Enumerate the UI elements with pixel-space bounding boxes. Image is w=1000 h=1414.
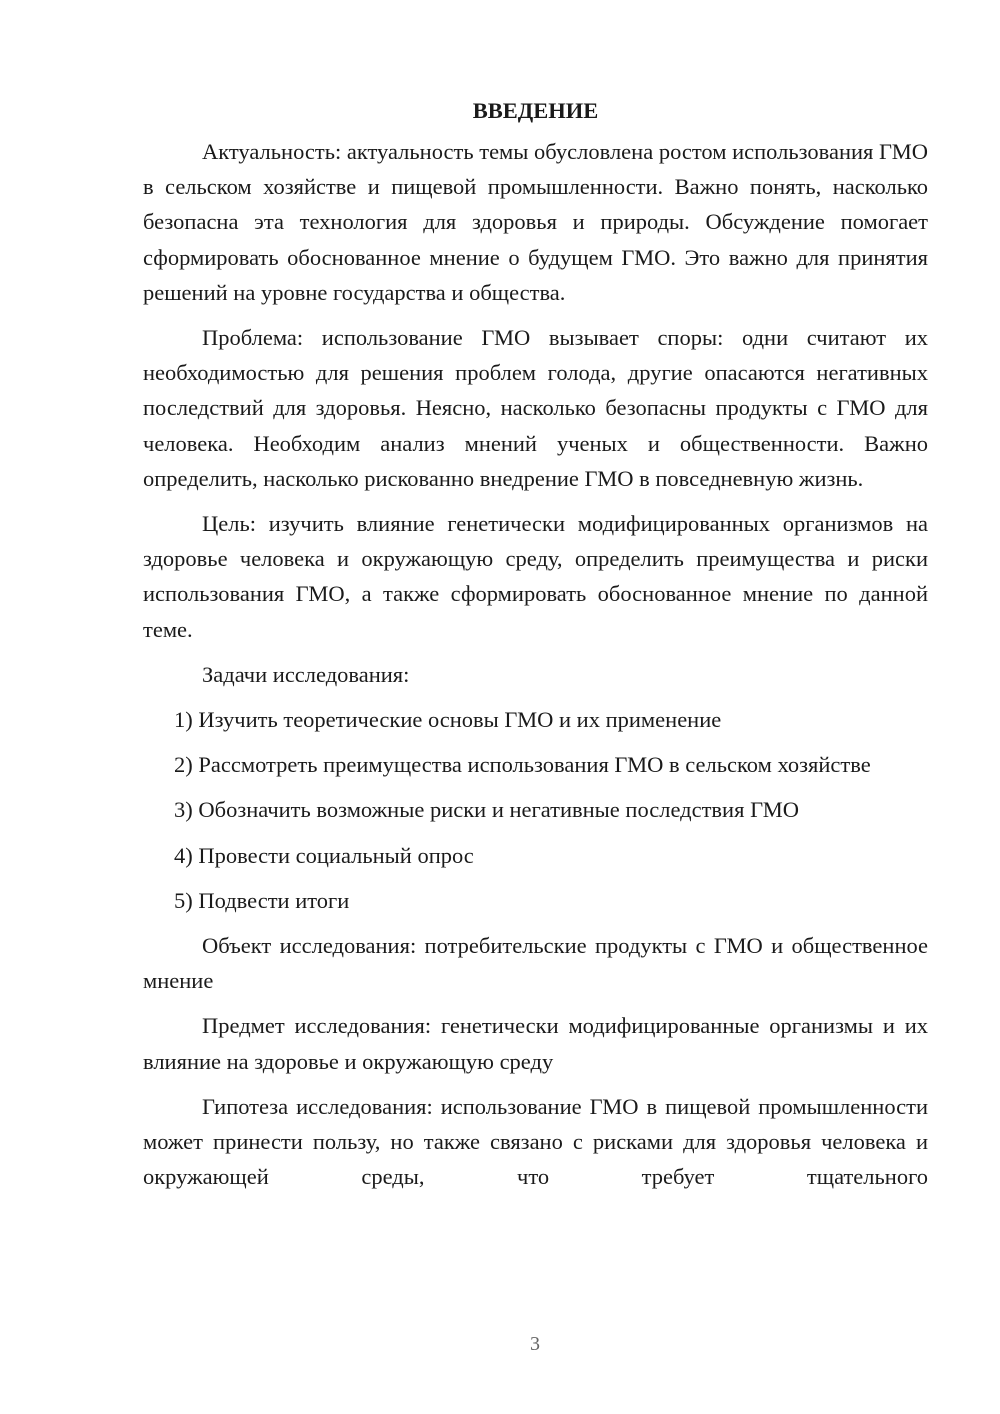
page-number: 3 [530, 1333, 540, 1355]
paragraph-hypothesis: Гипотеза исследования: использование ГМО в пищевой промышленности может принести пользу, но также связано с рисками для здоровья человека и окружающей среды, что требует тщательного [143, 1093, 928, 1190]
paragraph-object: Объект исследования: потребительские продукты с ГМО и общественное мнение [143, 933, 928, 994]
task-item-1: 1) Изучить теоретические основы ГМО и их применение [174, 707, 722, 733]
paragraph-subject: Предмет исследования: генетически модифицированные организмы и их влияние на здоровье и окружающую среду [143, 1013, 928, 1074]
paragraph-problem: Проблема: использование ГМО вызывает споры: одни считают их необходимостью для решения проблем голода, другие опасаются негативных последствий для здоровья. Неясно, насколько безопасны продукты с ГМО для человека. Необходим анализ мнений ученых и общественности. Важно определить, насколько рискованно внедрение ГМО в повседневную жизнь. [143, 325, 928, 491]
paragraph-relevance: Актуальность: актуальность темы обусловлена ростом использования ГМО в сельском хозяйстве и пищевой промышленности. Важно понять, насколько безопасна эта технология для здоровья и природы. Обсуждение помогает сформировать обоснованное мнение о будущем ГМО. Это важно для принятия решений на уровне государства и общества. [143, 139, 928, 305]
task-item-3: 3) Обозначить возможные риски и негативные последствия ГМО [174, 797, 800, 823]
paragraph-goal: Цель: изучить влияние генетически модифицированных организмов на здоровье человека и окружающую среду, определить преимущества и риски использования ГМО, а также сформировать обоснованное мнение по данной теме. [143, 511, 928, 642]
paragraph-tasks-heading: Задачи исследования: [202, 661, 410, 687]
task-item-2: 2) Рассмотреть преимущества использования ГМО в сельском хозяйстве [174, 752, 871, 778]
task-item-4: 4) Провести социальный опрос [174, 842, 474, 868]
task-item-5: 5) Подвести итоги [174, 887, 350, 913]
section-title: ВВЕДЕНИЕ [472, 98, 599, 123]
document-page [143, 96, 928, 1204]
